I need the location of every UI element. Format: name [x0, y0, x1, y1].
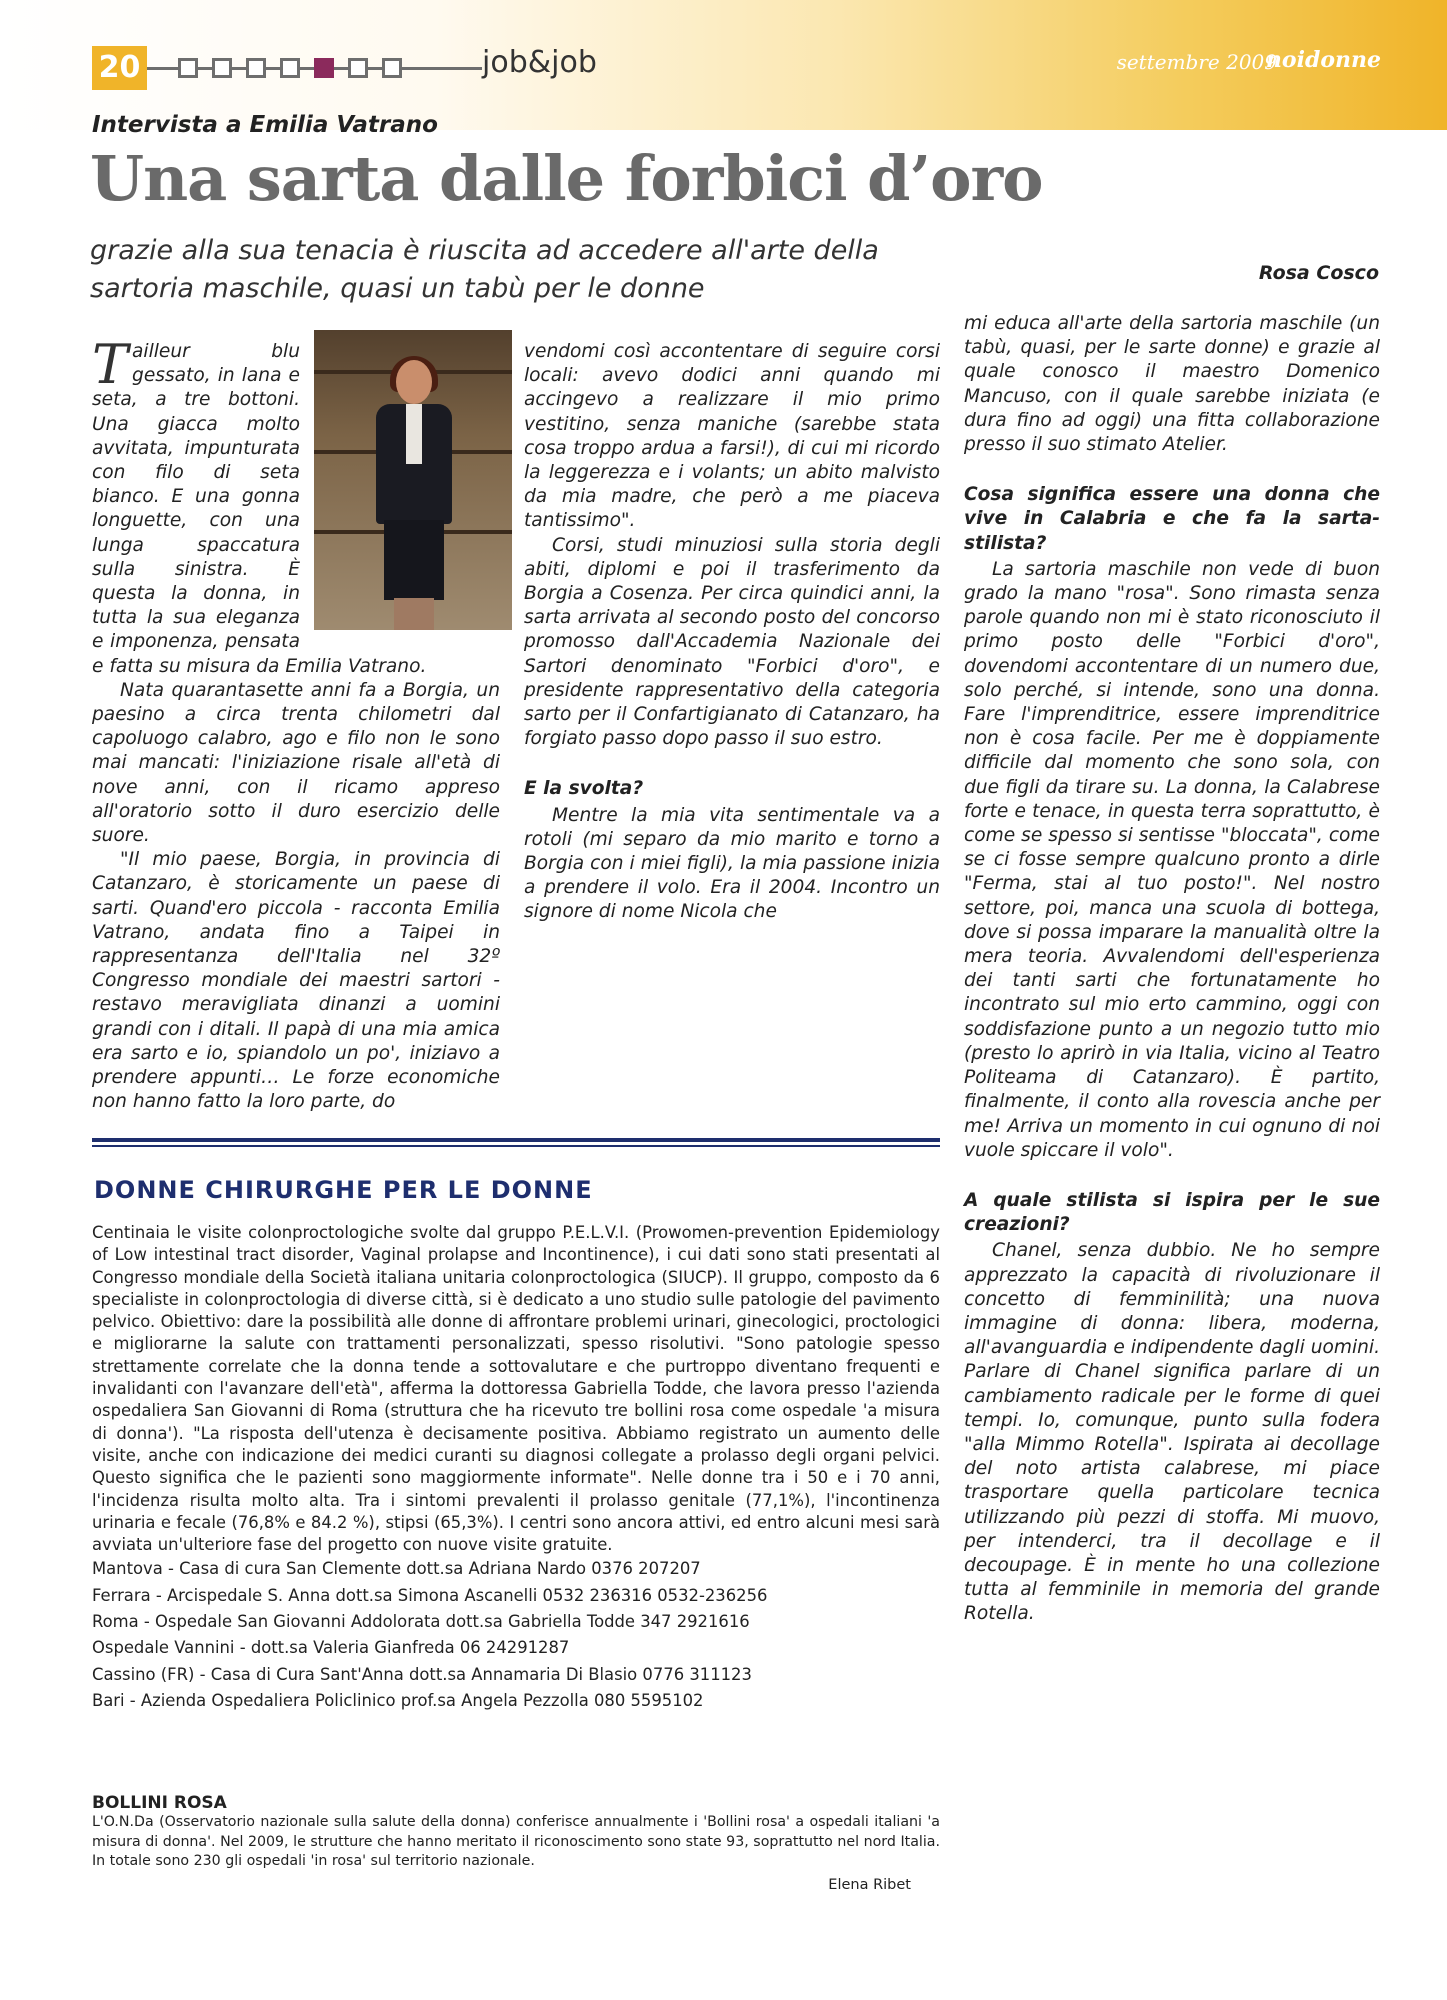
portrait-photo: [314, 330, 512, 630]
box-rule: [92, 1145, 940, 1147]
article-lead-text: ailleur blu gessato, in lana e seta, a tre bottoni. Una giacca molto avvitata, impunturata con filo di seta bianco. E una gonna longuette, con una lunga spaccatura sulla sinistra. È questa la donna, in tutta la sua eleganza e imponenza, pensata e fatta su misura da Emilia Vatrano.: [92, 341, 427, 677]
section-label: job&job: [482, 45, 597, 80]
decoration-square: [280, 58, 300, 78]
article-kicker: Intervista a Emilia Vatrano: [92, 112, 438, 138]
decoration-square-active: [314, 58, 334, 78]
decoration-square: [348, 58, 368, 78]
article-column-2-flow: [524, 340, 940, 925]
page-number: 20: [92, 46, 147, 90]
article-paragraph-continued: vendomi così accontentare di seguire corsi locali: avevo dodici anni quando mi accingevo a realizzare il mio primo vestitino, senza maniche (sarebbe stata cosa troppo ardua a farsi!), di cui mi ricordo la leggerezza e i volants; un abito malvisto da mia madre, che però a me piaceva tantissimo".: [524, 341, 940, 532]
article-column-1: [92, 333, 500, 1115]
center-item: Mantova - Casa di cura San Clemente dott.sa Adriana Nardo 0376 207207: [92, 1559, 701, 1579]
article-paragraph: Corsi, studi minuziosi sulla storia degli abiti, diplomi e poi il trasferimento da Borgia a Cosenza. Per circa quindici anni, la sarta arrivata al secondo posto del concorso promosso dall'Accademia Nazionale dei Sartori denominato "Forbici d'oro", e presidente rappresentativo della categoria sarto per il Confartigianato di Catanzaro, ha forgiato passo dopo passo il suo estro.: [524, 534, 940, 750]
decoration-square: [382, 58, 402, 78]
interview-question: A quale stilista si ispira per le sue creazioni?: [964, 1189, 1380, 1236]
bollini-text: L'O.N.Da (Osservatorio nazionale sulla salute della donna) conferisce annualmente i 'Bollini rosa' a ospedali italiani 'a misura di donna'. Nel 2009, le strutture che hanno meritato il riconoscimento sono state 93, soprattutto nel nord Italia. In totale sono 230 gli ospedali 'in rosa' sul territorio nazionale.: [92, 1814, 940, 1869]
article-paragraph: Nata quarantasette anni fa a Borgia, un paesino a circa trenta chilometri dal capoluogo calabro, ago e filo non le sono mai mancati: l'iniziazione risale all'età di nove anni, con il ricamo appreso all'oratorio sotto il duro esercizio delle suore.: [92, 679, 500, 847]
portrait-head: [396, 360, 432, 404]
portrait-figure: [376, 360, 452, 630]
portrait-shirt: [406, 404, 422, 464]
interview-answer: La sartoria maschile non vede di buon grado la mano "rosa". Sono rimasta senza parole quando non mi è stato riconosciuto il primo posto delle "Forbici d'oro", dovendomi accontentare di un numero due, solo perché, si intende, sono una donna. Fare l'imprenditrice, essere imprenditrice non è cosa facile. Per me è doppiamente difficile dal momento che sono sola, con due figli da tirare su. La donna, la Calabrese forte e tenace, in questa terra soprattutto, è come se spesso si sentisse "bloccata", come se ci fosse sempre qualcuno pronto a dirle "Ferma, stai al tuo posto!". Nel nostro settore, poi, manca una scuola di bottega, dove si possa imparare la manualità oltre la mera teoria. Avvalendomi dell'esperienza dei tanti sarti che fortunatamente ho incontrato sul mio erto cammino, oggi con soddisfazione punto a un negozio tutto mio (presto lo aprirò in via Italia, vicino al Teatro Politeama di Catanzaro). È partito, finalmente, il conto alla rovescia anche per me! Arriva un momento in cui ognuno di noi vuole spiccare il volo".: [964, 558, 1380, 1161]
issue-date: settembre 2009: [1116, 50, 1277, 74]
box-title: DONNE CHIRURGHE PER LE DONNE: [94, 1176, 593, 1204]
interview-answer: Chanel, senza dubbio. Ne ho sempre apprezzato la capacità di rivoluzionare il concetto di femminilità; una nuova immagine di donna: libera, moderna, all'avanguardia e indipendente dagli uomini. Parlare di Chanel significa parlare di un cambiamento radicale per le forme di quei tempi. Io, comunque, punto sulla fodera "alla Mimmo Rotella". Ispirata ai decollage del noto artista calabrese, mi piace trasportare quella particolare tecnica utilizzando più pezzi di stoffa. Mi muovo, per intenderci, tra il decollage e il decoupage. È in mente ho una collezione tutta al femminile in memoria del grande Rotella.: [964, 1240, 1380, 1625]
interview-answer: Mentre la mia vita sentimentale va a rotoli (mi separo da mio marito e torno a Borgia con i miei figli), la mia passione inizia a prendere il volo. Era il 2004. Incontro un signore di nome Nicola che: [524, 804, 940, 923]
bollini-title: BOLLINI ROSA: [92, 1793, 227, 1813]
portrait-skirt: [384, 520, 444, 600]
portrait-legs: [394, 598, 434, 630]
interview-question: Cosa significa essere una donna che vive in Calabria e che fa la sarta-stilista?: [964, 484, 1380, 554]
decoration-square: [178, 58, 198, 78]
article-paragraph: "Il mio paese, Borgia, in provincia di Catanzaro, è storicamente un paese di sarti. Quand'ero piccola - racconta Emilia Vatrano, andata fino a Taipei in rappresentanza dell'Italia nel 32º Congresso mondiale dei maestri sartori - restavo meravigliata dinanzi a uomini grandi con i ditali. Il papà di una mia amica era sarto e io, spiandolo un po', iniziavo a prendere appunti… Le forze economiche non hanno fatto la loro parte, do: [92, 849, 500, 1113]
bollini-section: [92, 1793, 940, 1872]
magazine-name: noidonne: [1265, 47, 1381, 73]
center-item: Cassino (FR) - Casa di Cura Sant'Anna dott.sa Annamaria Di Blasio 0776 311123: [92, 1664, 752, 1684]
article-author: Rosa Cosco: [1258, 262, 1379, 284]
centers-list: [92, 1556, 940, 1714]
center-item: Ferrara - Arcispedale S. Anna dott.sa Simona Ascanelli 0532 236316 0532-236256: [92, 1585, 768, 1605]
box-rule: [92, 1138, 940, 1142]
center-item: Ospedale Vannini - dott.sa Valeria Gianfreda 06 24291287: [92, 1638, 570, 1658]
center-item: Roma - Ospedale San Giovanni Addolorata dott.sa Gabriella Todde 347 2921616: [92, 1612, 750, 1632]
drop-cap: T: [92, 333, 129, 396]
article-column-3-flow: [964, 312, 1380, 1627]
article-title: Una sarta dalle forbici d’oro: [90, 142, 1043, 215]
box-signature: Elena Ribet: [828, 1877, 911, 1893]
decoration-square: [246, 58, 266, 78]
box-paragraph: Centinaia le visite colonproctologiche svolte dal gruppo P.E.L.V.I. (Prowomen-prevention Epidemiology of Low intestinal tract disorder, Vaginal prolapse and Incontinence), i cui dati sono stati presentati al Congresso mondiale della Società italiana unitaria colonproctologica (SIUCP). Il gruppo, composto da 6 specialiste in colonproctologia di diverse città, si è dedicato a uno studio sulle patologie del pavimento pelvico. Obiettivo: dare la possibilità alle donne di affrontare problemi urinari, ginecologici, proctologici e migliorarne la salute con trattamenti personalizzati, spesso risolutivi. "Sono patologie spesso strettamente correlate che la donna tende a sottovalutare e che purtroppo diventano frequenti e invalidanti con l'avanzare dell'età", afferma la dottoressa Gabriella Todde, che lavora presso l'azienda ospedaliera San Giovanni di Roma (struttura che ha ricevuto tre bollini rosa come ospedale 'a misura di donna'). "La risposta dell'utenza è decisamente positiva. Abbiamo registrato un aumento delle visite, anche con indicazione dei medici curanti su diagnosi collegate a prolasso degli organi pelvici. Questo significa che le pazienti sono maggiormente informate". Nelle donne tra i 50 e i 70 anni, l'incidenza risulta molto alta. Tra i sintomi prevalenti il prolasso genitale (77,1%), l'incontinenza urinaria e fecale (76,8% e 84.2 %), stipsi (65,3%). I centri sono ancora attivi, ed entro alcuni mesi sarà avviata un'ulteriore fase del progetto con nuove visite gratuite.: [92, 1223, 940, 1555]
box-text: [92, 1222, 940, 1714]
interview-question: E la svolta?: [524, 778, 644, 800]
decoration-square: [212, 58, 232, 78]
interview-answer-continued: mi educa all'arte della sartoria maschile (un tabù, quasi, per le sarte donne) e grazie al quale conosco il maestro Domenico Mancuso, con il quale sarebbe iniziata (e dura fino ad oggi) una fitta collaborazione presso il suo stimato Atelier.: [964, 313, 1380, 456]
center-item: Bari - Azienda Ospedaliera Policlinico prof.sa Angela Pezzolla 080 5595102: [92, 1690, 704, 1710]
article-subtitle: grazie alla sua tenacia è riuscita ad accedere all'arte della sartoria maschile, quasi un tabù per le donne: [90, 235, 879, 304]
